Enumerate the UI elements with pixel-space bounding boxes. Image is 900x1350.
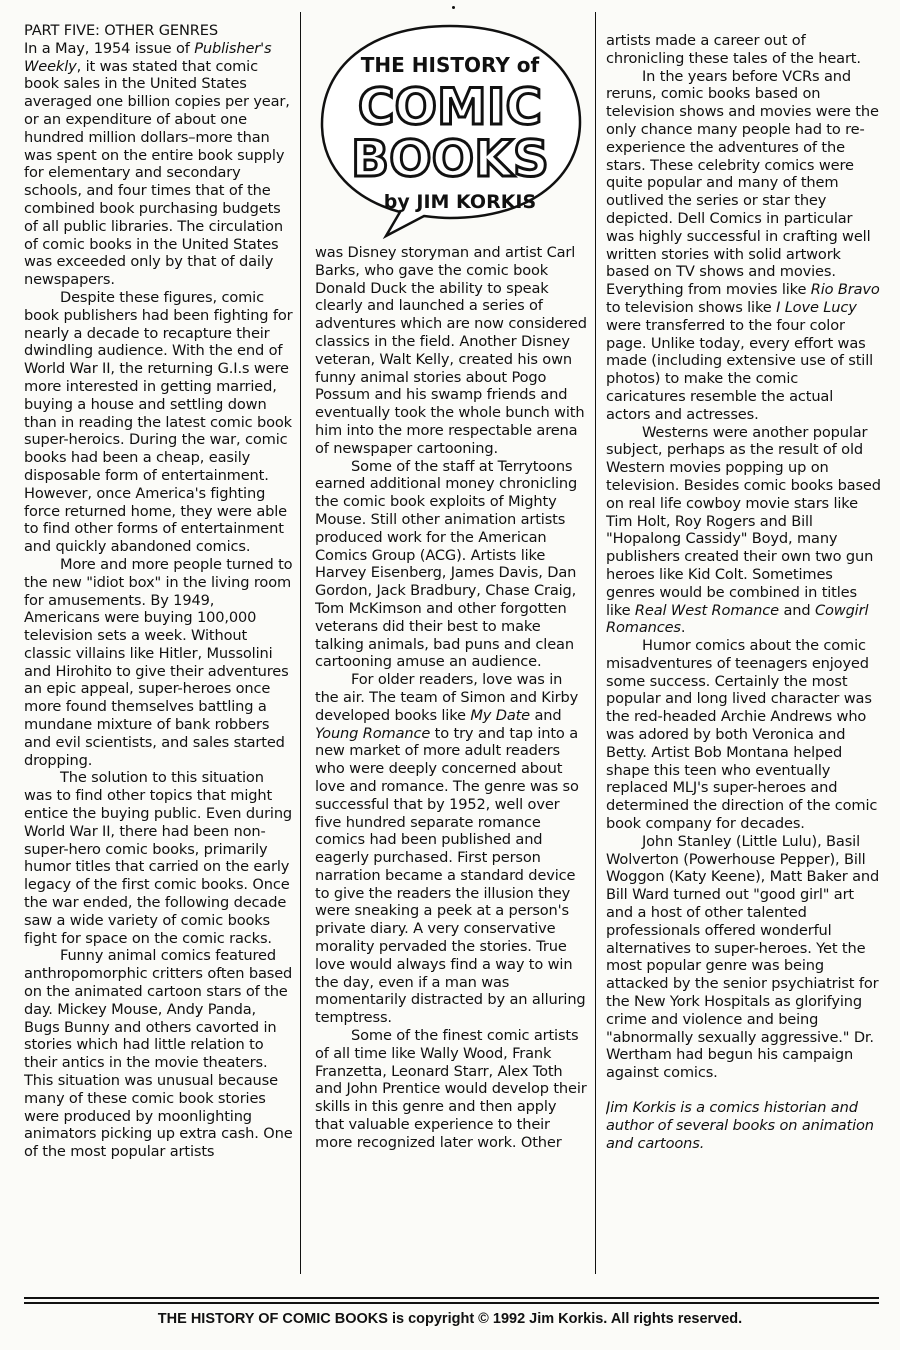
logo-line-1: THE HISTORY of <box>360 53 540 77</box>
paragraph: Humor comics about the comic misadventures of teenagers enjoyed some success. Certainly the most popular and long lived character was the red-headed Archie Andrews who was adored by both Veronica and Betty. Artist Bob Montana helped shape this teen who eventually replaced MLJ's super-heroes and determined the direction of the comic book company for decades. <box>606 637 878 833</box>
paragraph: Some of the staff at Terrytoons earned additional money chronicling the comic book exploits of Mighty Mouse. Still other animation artists produced work for the American Comics Group (ACG). Artists like Harvey Eisenberg, James Davis, Dan Gordon, Jack Bradbury, Chase Craig, Tom McKimson and other forgotten veterans did their best to make talking animals, bad puns and clean cartooning amuse an audience. <box>315 457 578 671</box>
printer-dot <box>452 6 455 9</box>
column-divider <box>300 12 301 1274</box>
footer-rule <box>24 1297 879 1299</box>
copyright-footer: THE HISTORY OF COMIC BOOKS is copyright © 1992 Jim Korkis. All rights reserved. <box>157 1311 743 1327</box>
section-heading: PART FIVE: OTHER GENRES <box>24 22 218 39</box>
author-byline: Jim Korkis is a comics historian and author of several books on animation and cartoons. <box>606 1099 874 1152</box>
speech-balloon-logo <box>308 20 592 240</box>
column-two <box>315 244 587 1152</box>
column-divider <box>595 12 596 1274</box>
logo-line-4: by JIM KORKIS <box>383 191 537 213</box>
paragraph: John Stanley (Little Lulu), Basil Wolverton (Powerhouse Pepper), Bill Woggon (Katy Keene), Matt Baker and Bill Ward turned out "good girl" art and a host of other talented professionals offered wonderful alternatives to super-heroes. Yet the most popular genre was being attacked by the senior psychiatrist for the New York Hospitals as glorifying crime and violence and being "abnormally sexually aggressive." Dr. Wertham had begun his campaign against comics. <box>606 832 880 1082</box>
footer-rule <box>24 1302 879 1304</box>
paragraph: For older readers, love was in the air. The team of Simon and Kirby developed books like My Date and Young Romance to try and tap into a new market of more adult readers who were deeply concerned about love and romance. The genre was so successful that by 1952, well over five hundred separate romance comics had been published and eagerly purchased. First person narration became a standard device to give the readers the illusion they were sneaking a peek at a person's private diary. A very conservative morality pervaded the stories. True love would always find a way to win the day, even if a man was momentarily distracted by an alluring temptress. <box>315 671 586 1027</box>
paragraph: In a May, 1954 issue of Publisher's Weekly, it was stated that comic book sales in the United States averaged one billion copies per year, or an expenditure of about one hundred million dollars–more than was spent on the entire book supply for elementary and secondary schools, and four times that of the combined book purchasing budgets of all public libraries. The circulation of comic books in the United States was exceeded only by that of daily newspapers. <box>24 39 290 289</box>
column-three <box>606 32 881 1152</box>
paragraph: In the years before VCRs and reruns, comic books based on television shows and movies were the only chance many people had to re-experience the adventures of the stars. These celebrity comics were quite popular and many of them outlived the series or star they depicted. Dell Comics in particular was highly successful in crafting well written stories with solid artwork based on TV shows and movies. Everything from movies like Rio Bravo to television shows like I Love Lucy were transferred to the four color page. Unlike today, every effort was made (including extensive use of still photos) to make the comic caricatures resemble the actual actors and actresses. <box>606 67 880 423</box>
paragraph: More and more people turned to the new "idiot box" in the living room for amusements. By 1949, Americans were buying 100,000 television sets a week. Without classic villains like Hitler, Mussolini and Hirohito to give their adventures an epic appeal, super-heroes once more found themselves battling a mundane mixture of bank robbers and evil scientists, and sales started dropping. <box>24 555 293 769</box>
paragraph: was Disney storyman and artist Carl Barks, who gave the comic book Donald Duck the ability to speak clearly and launched a series of adventures which are now considered classics in the field. Another Disney veteran, Walt Kelly, created his own funny animal stories about Pogo Possum and his swamp friends and eventually took the whole bunch with him into the more respectable arena of newspaper cartooning. <box>315 244 587 457</box>
paragraph: Despite these figures, comic book publishers had been fighting for nearly a decade to recapture their dwindling audience. With the end of World War II, the returning G.I.s were more interested in getting married, buying a house and settling down than in reading the latest comic book super-heroics. During the war, comic books had been a cheap, easily disposable form of entertainment. However, once America's fighting force returned home, they were able to find other forms of entertainment and quickly abandoned comics. <box>24 288 293 556</box>
logo-line-3: BOOKS <box>351 130 549 188</box>
logo-line-2: COMIC <box>357 78 543 136</box>
paragraph: The solution to this situation was to find other topics that might entice the buying public. Even during World War II, there had been non-super-hero comic books, primarily humor titles that carried on the early legacy of the first comic books. Once the war ended, the following decade saw a wide variety of comic books fight for space on the comic racks. <box>24 769 293 947</box>
title-logo <box>308 20 592 240</box>
paragraph: Some of the finest comic artists of all time like Wally Wood, Frank Franzetta, Leonard Starr, Alex Toth and John Prentice would develop their skills in this genre and then apply that valuable experience to their more recognized later work. Other <box>315 1027 587 1151</box>
paragraph: artists made a career out of chronicling these tales of the heart. <box>606 32 861 67</box>
column-one <box>24 22 294 1161</box>
paragraph: Westerns were another popular subject, perhaps as the result of old Western movies popping up on television. Besides comic books based on real life cowboy movie stars like Tim Holt, Roy Rogers and Bill "Hopalong Cassidy" Boyd, many publishers created their own two gun heroes like Kid Colt. Sometimes genres would be combined in titles like Real West Romance and Cowgirl Romances. <box>606 423 881 637</box>
paragraph: Funny animal comics featured anthropomorphic critters often based on the animated cartoon stars of the day. Mickey Mouse, Andy Panda, Bugs Bunny and others cavorted in stories which had little relation to their antics in the movie theaters. This situation was unusual because many of these comic book stories were produced by moonlighting animators picking up extra cash. One of the most popular artists <box>24 947 293 1161</box>
